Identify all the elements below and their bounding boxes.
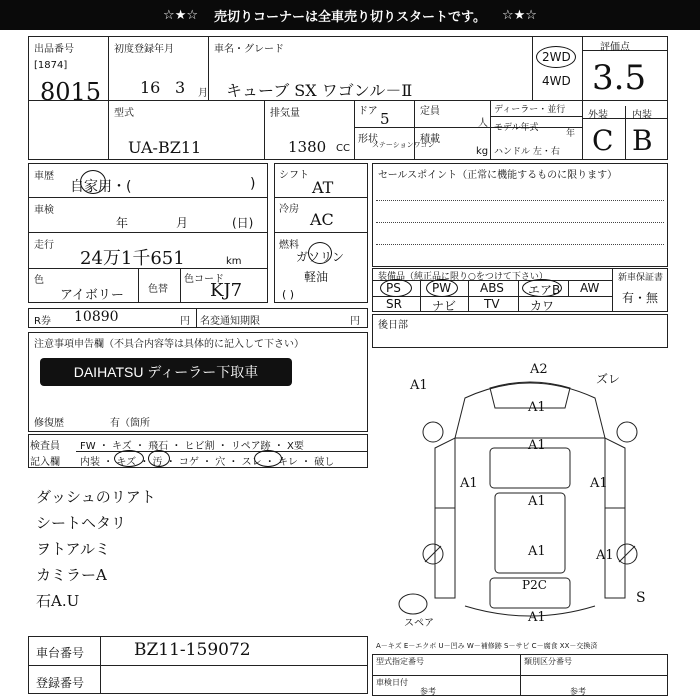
equip-tv: TV [484, 297, 500, 311]
color-value: アイボリー [60, 288, 124, 303]
drive-2wd: 2WD [542, 50, 571, 64]
diagram-spare [399, 594, 427, 614]
color-change-label: 色替 [148, 284, 168, 295]
banner-text: 売切りコーナーは全車売り切りスタートです。 [214, 9, 486, 25]
equip-airbag: エアB [528, 283, 561, 297]
new-warranty-label: 新車保証書 [618, 273, 664, 283]
diagram-left-side [435, 438, 455, 598]
inspector-row-1: FW ・ キズ ・ 飛石 ・ ヒビ割 ・ リペア跡 ・ X要 [80, 441, 304, 452]
type-e: 参考 [570, 687, 586, 696]
color-label: 色 [34, 275, 44, 286]
load-label: 積載 [420, 134, 440, 145]
drive-circle [536, 46, 576, 68]
first-reg-label: 初度登録年月 [114, 44, 174, 55]
type-d: 参考 [420, 687, 436, 696]
car-name-value: キューブ SX ワゴンル－Ⅱ [226, 81, 413, 100]
history-close: ) [250, 176, 256, 192]
first-reg-month: 3 [175, 78, 186, 97]
fuel-paren: ( ) [282, 288, 295, 301]
displacement-label: 排気量 [270, 108, 300, 119]
notice-unit: 円 [350, 316, 360, 327]
hw-note-2: シートヘタリ [36, 514, 127, 532]
diagram-right-side [605, 438, 625, 598]
doors-value: 5 [380, 110, 390, 128]
score-ext: C [592, 124, 614, 157]
diag-mark-5: A1 [528, 438, 546, 453]
inspector-row-2: 内装 ・ キズ ・ 汚 ・ コゲ ・ 穴 ・ スレ ・ キレ ・ 破し [80, 457, 335, 468]
inspector-circle-1 [114, 450, 144, 467]
inspector-circle-3 [254, 450, 282, 467]
shape-label: 形状 [358, 134, 378, 145]
header-banner [0, 0, 700, 30]
doors-label: ドア [358, 106, 378, 117]
repair-label: 修復歴 [34, 418, 64, 429]
color-code: KJ7 [210, 280, 243, 301]
diag-mark-11: P2C [522, 578, 547, 592]
chassis-value: BZ11-159072 [134, 640, 251, 660]
hw-note-1: ダッシュのリアト [36, 488, 156, 506]
diagram-windshield [490, 448, 570, 488]
dealer-year-unit: 年 [566, 129, 576, 139]
mileage-value: 24万1千651 [80, 248, 185, 269]
diag-mark-12: A1 [528, 610, 546, 625]
diag-mark-2: A2 [530, 362, 548, 377]
notes-label: 注意事項申告欄（不具合内容等は具体的に記入して下さい） [34, 339, 304, 350]
mileage-label: 走行 [34, 240, 54, 251]
history-label: 車歴 [34, 171, 54, 182]
first-reg-year: 16 [140, 78, 161, 97]
score-int-label: 内装 [632, 110, 652, 121]
equip-pw: PW [432, 281, 452, 295]
displacement-value: 1380 [288, 138, 327, 156]
score-value: 3.5 [592, 58, 647, 98]
displacement-unit: CC [336, 143, 350, 154]
history-circle [80, 170, 106, 194]
diagram-spare-label: スペア [404, 618, 434, 629]
fuel-gas: ガソリン [296, 250, 345, 264]
score-ext-label: 外装 [588, 110, 608, 121]
banner-stars-right: ☆★☆ [501, 7, 537, 23]
diag-mark-13: S [636, 590, 646, 606]
fuel-diesel: 軽油 [304, 270, 329, 284]
equipment-label: 装備品（純正品に限り○をつけて下さい） [378, 272, 548, 282]
diag-mark-4: A1 [528, 400, 546, 415]
hw-note-5: 石A.U [36, 592, 80, 610]
model-value: UA-BZ11 [128, 138, 202, 157]
inspection-day: (日) [232, 216, 254, 230]
history-value: 自家用・( [70, 179, 132, 195]
equip-sr: SR [386, 297, 402, 311]
notice-label: 名変通知期限 [200, 316, 260, 327]
type-a: 型式指定番号 [376, 657, 424, 666]
diagram-wheel-fl [423, 422, 443, 442]
remarks-frame [372, 314, 668, 348]
inspection-label: 車検 [34, 205, 54, 216]
dealer-label: ディーラー・並行 [494, 105, 566, 115]
equip-aw: AW [580, 281, 600, 295]
sales-point-label: セールスポイント（正常に機能するものに限ります） [378, 170, 618, 181]
dealer-handle: ハンドル 左・右 [494, 147, 560, 157]
load-unit: kg [476, 146, 489, 157]
lot-number: 8015 [40, 78, 102, 106]
model-label: 型式 [114, 108, 134, 119]
ac-label: 冷房 [279, 204, 299, 215]
equip-ps-circle [380, 279, 412, 297]
first-reg-month-unit: 月 [198, 88, 208, 99]
mileage-unit: km [226, 256, 242, 267]
diag-mark-7: A1 [590, 476, 608, 491]
score-label: 評価点 [600, 42, 630, 53]
diag-mark-9: A1 [528, 544, 546, 559]
lot-label: 出品番号 [34, 44, 74, 55]
dealer-model-year: モデル年式 [494, 123, 539, 133]
shape-value: ステーションワゴン [372, 141, 435, 149]
reg-number-label: 登録番号 [36, 676, 85, 690]
equip-airbag-circle [522, 279, 562, 297]
diag-mark-1: A1 [410, 378, 428, 393]
inspector-circle-2 [148, 450, 170, 467]
inspector-label-1: 検査員 [30, 441, 60, 452]
type-c: 車検日付 [376, 678, 408, 687]
shift-value: AT [312, 178, 334, 197]
repair-value: 有（箇所 [110, 418, 150, 429]
dealer-stamp: DAIHATSU ディーラー下取車 [40, 358, 292, 386]
hw-note-4: カミラーA [36, 566, 107, 584]
capacity-label: 定員 [420, 106, 440, 117]
equip-leather: カワ [530, 299, 555, 313]
score-int: B [632, 124, 653, 157]
fuel-label: 燃料 [279, 240, 299, 251]
ac-value: AC [310, 210, 334, 229]
new-warranty-value: 有・無 [622, 291, 659, 305]
color-code-label: 色コード [184, 274, 224, 285]
hw-note-3: ヲトアルミ [36, 540, 110, 558]
equip-ps: PS [386, 281, 401, 295]
damage-legend: A－キズ E－エクボ U－凹み W－補修跡 S－サビ C－腐食 XX－交換済 [376, 642, 598, 650]
shift-label: シフト [279, 170, 309, 181]
diagram-wheel-fr [617, 422, 637, 442]
inspection-month: 月 [176, 216, 189, 230]
diag-mark-3: ズレ [596, 372, 621, 386]
car-name-label: 車名・グレード [214, 44, 284, 55]
drive-4wd: 4WD [542, 74, 571, 88]
diag-mark-10: A1 [596, 548, 614, 563]
equip-abs: ABS [480, 281, 504, 295]
equip-pw-circle [426, 279, 458, 297]
type-b: 類別区分番号 [524, 657, 572, 666]
capacity-unit: 人 [478, 118, 488, 129]
recycle-label: R券 [34, 316, 51, 327]
recycle-unit: 円 [180, 316, 190, 327]
inspector-label-2: 記入欄 [30, 457, 60, 468]
equip-navi: ナビ [432, 299, 457, 313]
diag-mark-6: A1 [460, 476, 478, 491]
fuel-circle [308, 242, 332, 264]
inspection-year: 年 [116, 216, 129, 230]
remarks-label: 後日部 [378, 320, 408, 331]
recycle-value: 10890 [74, 309, 119, 325]
lot-sub: [1874] [34, 60, 68, 71]
diag-mark-8: A1 [528, 494, 546, 509]
chassis-label: 車台番号 [36, 646, 85, 660]
banner-stars-left: ☆★☆ [163, 7, 199, 23]
